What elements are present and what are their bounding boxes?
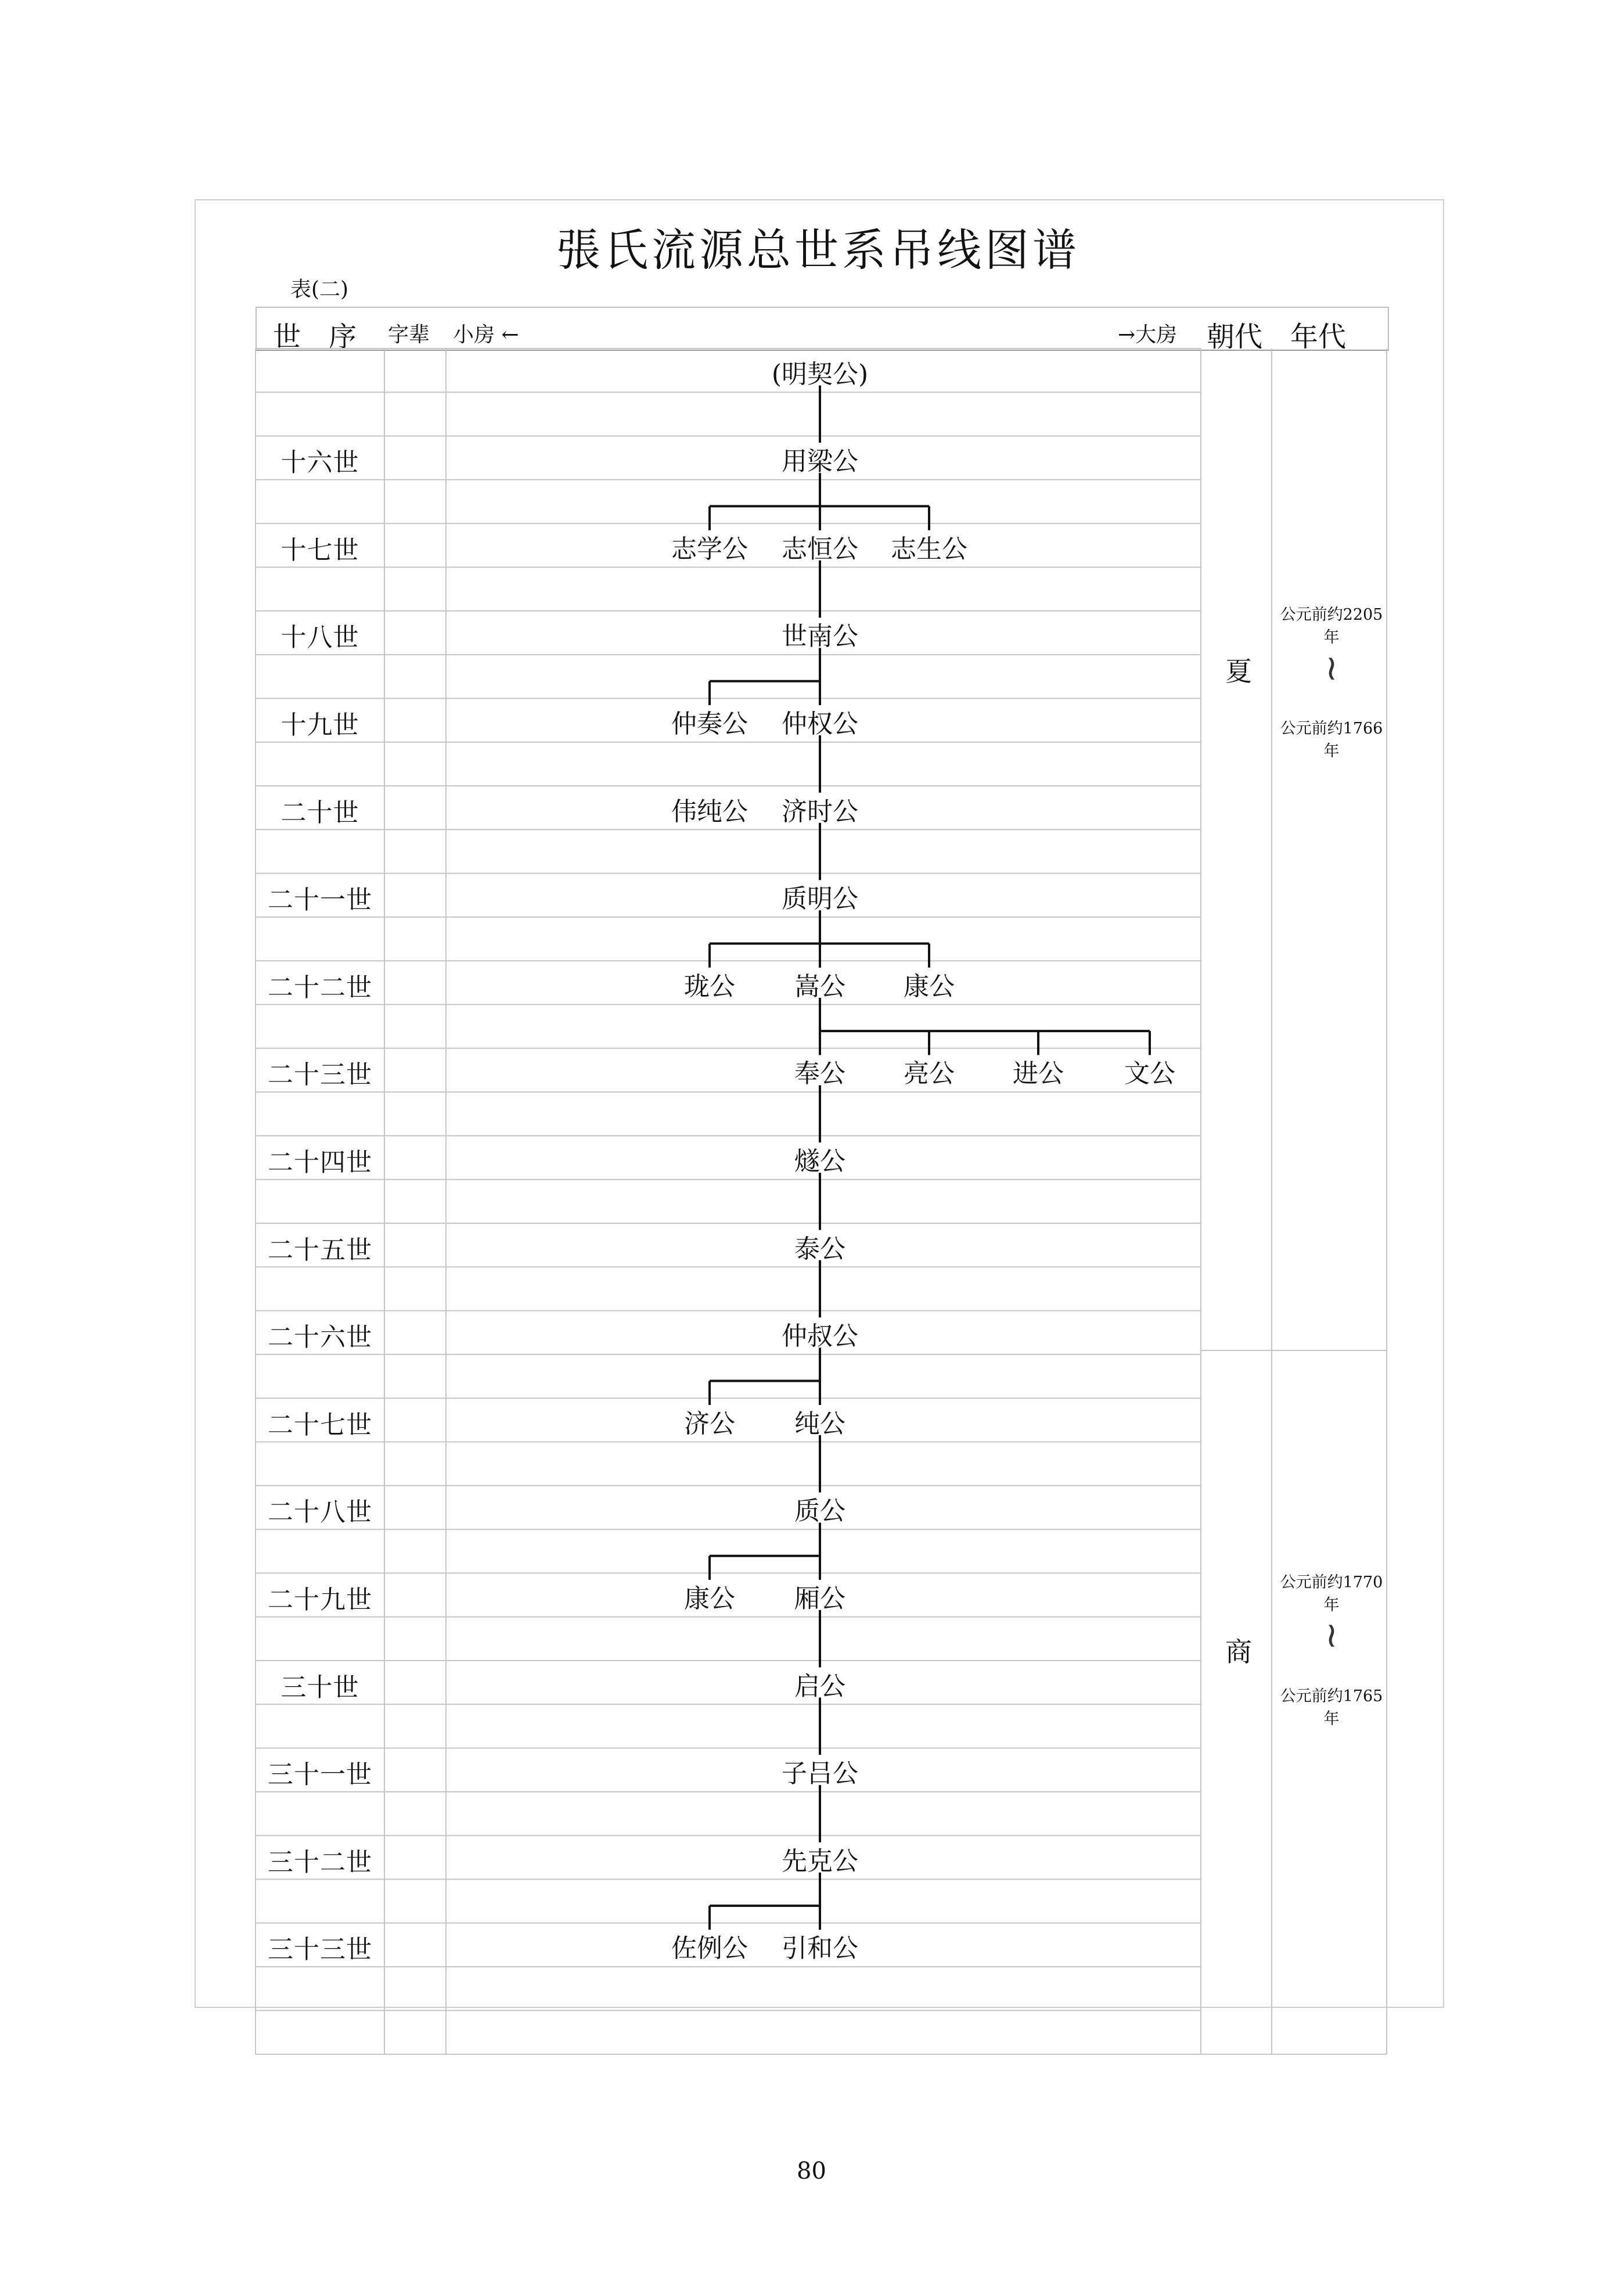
range-tilde-icon: ≀: [1325, 648, 1338, 688]
header-xiaofang-label: 小房: [453, 323, 495, 347]
table-subtitle: 表(二): [290, 278, 349, 301]
person-name: 奉公: [794, 1059, 845, 1089]
header-era: 年代: [1290, 321, 1347, 353]
person-name: 珑公: [684, 971, 735, 1001]
person-name: 济时公: [782, 796, 858, 827]
page-title: 張氏流源总世系吊线图谱: [556, 224, 1080, 276]
generation-label: 二十九世: [268, 1585, 372, 1615]
family-tree-lines: [710, 386, 1150, 1930]
generation-label: 二十五世: [268, 1235, 372, 1265]
header-generation: 世 序: [273, 321, 357, 353]
header-zibei: 字辈: [388, 323, 430, 347]
person-name: 伟纯公: [671, 796, 748, 827]
person-name: 泰公: [794, 1234, 845, 1264]
person-name: 亮公: [904, 1059, 955, 1089]
person-name: 进公: [1013, 1059, 1064, 1089]
generation-label: 二十世: [280, 797, 359, 828]
generation-label: 十七世: [280, 535, 359, 565]
person-name: 子吕公: [782, 1759, 858, 1789]
generation-label: 三十一世: [268, 1760, 372, 1790]
dynasty-shang: 商: [1225, 1636, 1252, 1668]
person-name: 仲奏公: [671, 709, 748, 739]
era-shang-start: 公元前约1770年: [1280, 1573, 1383, 1614]
right-arrow-icon: →: [1118, 323, 1136, 347]
person-name: 仲权公: [782, 709, 858, 739]
person-name: 佐例公: [671, 1934, 748, 1964]
person-name: 启公: [794, 1671, 845, 1701]
person-name: 康公: [684, 1584, 735, 1614]
generation-label: 二十八世: [268, 1497, 372, 1528]
person-name: 仲叔公: [782, 1321, 858, 1352]
generation-label: 二十三世: [268, 1060, 372, 1090]
person-name: 志生公: [891, 534, 967, 564]
person-name: 先克公: [782, 1846, 858, 1876]
header-dynasty: 朝代: [1207, 321, 1263, 353]
header-dafang-label: 大房: [1135, 323, 1178, 347]
person-name: 纯公: [794, 1408, 845, 1439]
person-name: 文公: [1124, 1059, 1175, 1089]
generation-label: 二十二世: [268, 972, 372, 1003]
person-name: 世南公: [782, 621, 858, 652]
person-name: 济公: [684, 1408, 735, 1439]
generation-label: 三十二世: [268, 1847, 372, 1877]
generation-label: 二十六世: [268, 1323, 372, 1353]
generation-label: 十九世: [280, 710, 359, 741]
generation-label: 二十一世: [268, 885, 372, 915]
person-name: 用梁公: [782, 447, 858, 477]
person-name: 志恒公: [782, 534, 858, 564]
person-name: 质明公: [782, 884, 858, 914]
generation-label: 二十四世: [268, 1148, 372, 1178]
person-name: 志学公: [671, 534, 748, 564]
generation-label: 二十七世: [268, 1410, 372, 1440]
dynasty-xia: 夏: [1225, 656, 1252, 687]
era-xia-end: 公元前约1766年: [1280, 720, 1383, 760]
person-name: 质公: [794, 1496, 845, 1526]
era-xia-start: 公元前约2205年: [1280, 606, 1383, 646]
left-arrow-icon: ←: [495, 323, 519, 347]
era-shang-end: 公元前约1765年: [1280, 1687, 1383, 1728]
generation-label: 十六世: [280, 448, 359, 478]
person-name: 引和公: [782, 1934, 858, 1964]
person-name: 嵩公: [794, 971, 845, 1001]
person-name: (明契公): [771, 359, 869, 389]
generation-label: 三十世: [280, 1672, 359, 1702]
page-number: 80: [797, 2158, 826, 2184]
person-name: 康公: [904, 971, 955, 1001]
person-name: 燧公: [794, 1147, 845, 1177]
person-name: 厢公: [794, 1584, 845, 1614]
generation-label: 三十三世: [268, 1935, 372, 1965]
range-tilde-icon: ≀: [1325, 1615, 1338, 1655]
generation-label: 十八世: [280, 623, 359, 653]
